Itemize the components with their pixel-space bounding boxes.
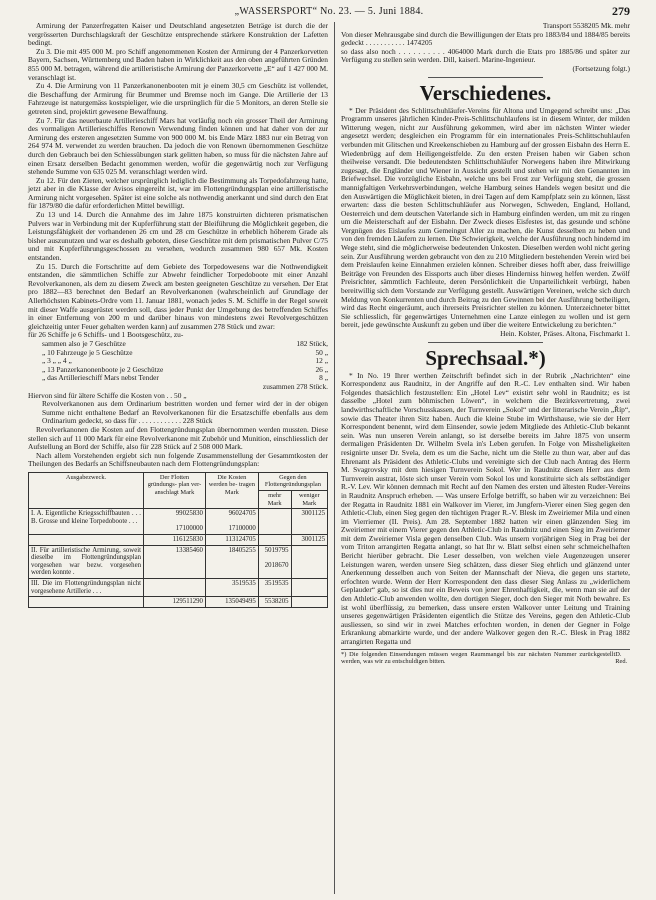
list-item: „ 13 Panzerkanonenboote je 2 Geschütze 26 „	[42, 364, 328, 374]
paragraph: Zu 12. Für den Zieten, welcher ursprünglich lediglich die Bestimmung als Torpedofahrzeug hatte, jetzt aber in die Klasse der Avisos eingereiht ist, war im Flottengründungsplan eine artilleristische Armirung nicht vorgesehen. Später ist eine solche als nothwendig anerkannt und sind durch den Etat für 1879/80 die dafür erforderlichen Mittel bewilligt.	[28, 175, 328, 211]
table-header: Der Flotten gründungs- plan ver- anschlagt Mark	[144, 472, 206, 508]
paragraph: Hiervon sind für ältere Schiffe die Kosten von . . 50 „	[28, 390, 187, 400]
section-rule	[428, 77, 544, 78]
list-item: „ das Artillerieschiff Mars nebst Tender 8 „	[42, 373, 328, 383]
footnote: *) Die folgenden Einsendungen müssen wegen Raummangel bis zur nächsten Nummer zurückgestellt werden, was wir zu entschuldigen bitten. D. Red.	[341, 649, 630, 666]
paragraph: * In No. 19 Ihrer werthen Zeitschrift befindet sich in der Rubrik „Nachrichten“ eine Korrespondenz aus Raudnitz, in der Angriffe auf den R.-C. Lev enthalten sind. Wir haben Folgendes thatsächlich festzustellen: Ein „Hotel Lev“ existirt sehr wohl in Raudnitz; es ist dasselbe „Hotel zum böhmischen Löwen“, in welchem die Bezirksvertretung, zwei landwirthschaftliche Vorschusskassen, der Turnverein „Sokol“ und der litterarische Verein „Říp“, sowie das Theater ihren Sitz haben. Auch die kleine Stube im Wirthshause, wie sie der Herr Korrespondent benennt, wird dem Einsender, sowie jedem Mitgliede des Athletic-Club bekannt sein. Was nun unseren Verein anlangt, so ist derselbe bereits im Jahre 1875 von unserm dermaligen Präsidenten Dr. Wilhelm Svela in's Leben gerufen. In Folge von Missheligkeiten resignirte unser Dr. Svela, dem es um die Sache, nicht um die Stelle zu thun war, aber auf das Ehrenamt als Präsident des Athletic-Clubs und vereinigte sich der Club nach Antrag des Herrn M. Svagrovsky mit dem hiesigen Turnverein Sokol. Wer in Raudnitz diesen Herr aus dem Turnverein austrat, löste sich unser Verein vom Sokol los und konstituirte sich als selbständiger R.-V. Lev. Wir können demnach mit Recht auf den Namen des ersten und ältesten Ruder-Vereins in Raudnitz Anspruch erheben. — Was unsere Erfolge betrifft, so haben wir zu verzeichnen: Bei der Regatta in Raudnitz 1881 ein Walkover im Vierer, im Jungfern-Vierer einen Sieg gegen den Athletic-Club, einen Sieg gegen den tüchtigen Prager R.-V. Blesk im Zweiriemer Mila und einen im Vierriemer (II. Preis). Am 28. September 1882 hatten wir einen glänzenden Sieg im Zweiriemer mit einem Vierer gegen den Athletic-Club in Raudnitz und einen Sieg im Zweiriemer mit dem Zweiriemer Visla gegen denselben Club. Was unsern vorjährigen Sieg in Prag bei der vom Triton arrangirten Regatta anlangt, so hat Ihr w. Blatt selbst einen sehr schmeichelhaften Bericht hierüber gebracht. Die Leser desselben, von welchen viele Augenzeugen unserer Leistungen waren, werden unsere Sieg schätzen, dass dieser Sieg ehrlich und glänzend unter Anerkennung desselben auch von Seiten der Mannschaft der Nieva, die gegen uns startete, erfochten wurde. Wenn der Herr Korrespondent den dass dieser Sieg Anlass zu „widerlichem Geplauder“ gab, so ist dies nur ein Beweis von jener Ehrenhaftigkeit, die, wenn man sie auf der den Athletic-Club anwenden wollte, den dortigen Sieger, doch den Sieger mit Noth bewahre. Es ist wohl überflüssig, zu bemerken, dass unsere ersten Walkover unter Leitung und Training unseres gegenwärtigen Präsidenten eigentlich die Stütze des Vereins, gegen den Athletic-Club ausliessen, so sind wir in zwei Matches erfochten worden, in denen der Gegner in Folge Erkrankung abmarkirte wurde, und der andere Walkover gegen den R.-C. Blesk in Prag 1882 arrangirten Regatta und	[341, 370, 630, 646]
list-item: „ 3 „ „ 4 „ 12 „	[42, 356, 328, 366]
left-column	[28, 22, 328, 608]
paragraph: Von dieser Mehrausgabe sind durch die Bewilligungen der Etats pro 1883/84 und 1884/85 bereits gedeckt . . . . . . . . . . . 1474205	[341, 29, 630, 48]
paragraph: Armirung der Panzerfregatten Kaiser und Deutschland angesetzten Beträge ist durch die der vergrösserten Durchschlagskraft der Geschütze entsprechende stärkere Konstruktion der Lafetten bedingt.	[28, 21, 328, 48]
cost-table	[28, 472, 328, 608]
paragraph: Zu 7. Für das neuerbaute Artillerieschiff Mars hat vorläufig noch ein grosser Theil der Armirung des vormaligen Artillerieschiffes Renown Verwendung finden können und hat daher von der zur Armirung des ersteren angesetzten Summe von 900 000 M. bis Ende März 1883 nur ein Betrag von 264 974 M. verwendet zu werden brauchen. Da jedoch die von Renown übernommenen Geschütze durch den Gebrauch bei den Schiessübungen stark gelitten haben, so muss für die nächsten Jahre auf einen Ersatz derselben Bedacht genommen werden, wofür die gegenwärtig noch zur Verfügung stehende Summe von 635 025 M. veranschlagt werden wird.	[28, 115, 328, 177]
table-row: II. Für artilleristische Armirung, soweit dieselbe im Flottengründungsplan vorgesehen war bezw. vorgesehen werden konnte . 13385460 18405255 5019795 2018670	[29, 545, 328, 578]
paragraph: Zu 4. Die Armirung von 11 Panzerkanonenbooten mit je einem 30,5 cm Geschütz ist vollendet, die Beschaffung der Armirung für Brummer und Bremse noch im Gange. Die Artillerie der 13 Fahrzeuge ist naturgemäss kostspieliger, wie die ursprünglich für die 5 Monitors, an deren Stelle sie getreten sind, projektirt gewesene Bewaffnung.	[28, 81, 328, 116]
paragraph: so dass also noch . . . . . . . . . . 4064000 Mark durch die Etats pro 1885/86 und später zur Verfügung zu stellen sein werden. Dill, kaiserl. Marine-Ingenieur.	[341, 46, 630, 65]
table-header: weniger Mark	[291, 491, 327, 509]
paragraph: Revolverkanonen die Kosten auf den Flottengründungsplan übernommen werden mussten. Diese stellen sich auf 11 000 Mark für eine Revolverkanone mit Zubehör und Munition, einschliesslich der Aufstellung an Bord der Schiffe, also für 228 Stück auf 2 508 000 Mark.	[28, 424, 328, 452]
paragraph: Revolverkanonen aus dem Ordinarium bestritten worden und ferner wird der in der obigen Summe nicht enthaltene Bedarf an Revolverkanonen für die Ersatzschiffe ebenfalls aus dem Ordinarium gedeckt, so dass für . . . . . . . . . . . . 228 Stück	[42, 399, 328, 426]
list-item: „ 10 Fahrzeuge je 5 Geschütze 50 „	[42, 347, 328, 357]
paragraph: Nach allem Vorstehenden ergiebt sich nun folgende Zusammenstellung der Gesammtkosten der Theilungen des Bedarfs an Schiffsneubauten nach dem Flottengründungsplan:	[28, 450, 328, 469]
page-header	[28, 6, 630, 20]
continuation-note: (Fortsetzung folgt.)	[572, 63, 630, 73]
table-row: 129511290 135049495 5538205	[29, 597, 328, 608]
right-column	[341, 22, 630, 665]
table-row: 116125830 113124705 3001125	[29, 535, 328, 546]
list-total: zusammen 278 Stück.	[262, 381, 328, 391]
section-heading: Sprechsaal.*)	[425, 345, 546, 370]
list-item: sammen also je 7 Geschütze 182 Stück,	[42, 338, 328, 348]
paragraph: * Der Präsident des Schlittschuhläufer-Vereins für Altona und Umgegend schreibt uns: „Das Programm unseres jährlichen Kinder-Preis-Schlittschuhlaufens ist in diesem Winter, der milden Witterung wegen, nicht zur Ausführung gekommen, wird aber im nächsten Winter wieder angesetzt werden; desgleichen ein Programm für ein internationales Preis-Schlittschuhlaufen verbunden mit Glitschen und Kreekenschieben zu Hamburg auf der grossen Eisbahn des Herrn E. Wiedenbrügg auf dem Heiligengeistfelde. Zu den ersten Preisen haben wir Gaben schon theilweise versandt. Die bedeutendsten Schlittschuhläufer Norwegens haben ihre Mitwirkung zugesagt, die Engländer und Wiener in Aussicht gestellt und stehen wir mit den Genannten im Briefwechsel. Die vorzügliche Eisbahn, welche uns bei Frost zur Verfügung steht, die grossen mannigfaltigen Verkehrsverbindungen, welche Hamburg seines Handels wegen besitzt und die den Auswärtigen die Möglichkeit bieten, in drei Tagen auf dem Kampfplatz sein zu können, lässt erwarten: dass die besten Schlittschuhläufer aus Norwegen, Schweden, England, Holland, Oesterreich und dem deutschen Vaterlande sich in Hamburg einfinden werden, um mit zu ringen um die Meisterschaft auf der Eisbahn. Der Zweck dieses Eisfestes ist, das gesunde und schöne Vergnügen des Eislaufes zum Gemeingut Aller zu machen, die Kunst desselben zu heben und von den fremden Läufern zu lernen. Die Schwierigkeit, welche der Ausführung noch hindernd im Wege steht, sind die möglicherweise bedeutenden Unkosten. Dieselben werden wohl nicht gering sein. Zur Ausführung werden gebraucht von den zu 210 Mitgliedern bestehenden Verein wird bei dem Preislaufen keine Einnahmen erzielen können. Schreiber dieses hofft aber, dass freiwillige Beiträge von Freunden des Eissports auch über dieses Hinderniss hinweg helfen werden. Zwölf Preisrichter, sämmtlich Fachleute, deren Persönlichkeit die Unparteilichkeit verbürgt, haben bereitwillig sich dem Vorstande zur Verfügung gestellt. Auswärtigen Vereinen, welche sich durch Meldung von Konkurrenten und durch Beitrag zu den Gewinnen bei der Ausführung betheiligen, wird das Recht eingeräumt, auch ihrerseits Preisrichter stellen zu können. Unterzeichneter bittet Sie schliesslich, für gegenwärtiges Unternehmen eine Lanze einlegen zu wollen und ist gern bereit, jede gewünschte Auskunft zu geben und über die weitere Entwickelung zu berichten.“	[341, 105, 630, 330]
table-row: I. A. Eigentliche Kriegsschiffbauten . . . B. Grosse und kleine Torpedoboote . . . 99025830 17100000 96024705 17100000 3001125	[29, 509, 328, 535]
section-rule	[428, 342, 544, 343]
section-heading: Verschiedenes.	[419, 80, 552, 105]
paragraph: Zu 15. Durch die Fortschritte auf dem Gebiete des Torpedowesens war die Nothwendigkeit entstanden, die sämmtlichen Schiffe zur Abwehr feindlicher Torpedoboote mit einer Anzahl Revolverkanonen, als dem zu diesem Zweck am besten geeigneten Geschütze zu versehen. Der Etat pro 1882—83 berechnet den Bedarf an Revolverkanonen (wahrscheinlich auf Grundlage der Allerhöchsten Kabinets-Ordre vom 11. Januar 1881, wonach jedes S. M. Schiffe in der Regel soweit mit dieser Waffe ausgerüstet werden soll, dass jeder Punkt der Umgebung des betreffenden Schiffes in einer Entfernung von 200 m und darüber hinaus von mindestens zwei Revolvergeschützen gleichzeitig unter Feuer gehalten werden kann) auf zusammen 278 Stück und zwar:	[28, 261, 328, 331]
table-row: III. Die im Flottengründungsplan nicht vorgesehene Artillerie . . . 3519535 3519535	[29, 579, 328, 597]
signature: Hein. Kolster, Präses. Altona, Fischmarkt 1.	[500, 329, 630, 338]
table-header: Die Kosten werden be- tragen Mark	[205, 472, 258, 508]
page-number: 279	[612, 4, 630, 18]
running-title: „WASSERSPORT“ No. 23. — 5. Juni 1884.	[234, 6, 424, 17]
table-header: mehr Mark	[258, 491, 291, 509]
paragraph: Zu 3. Die mit 495 000 M. pro Schiff angenommenen Kosten der Armirung der 4 Panzerkorvetten Bayern, Sachsen, Württemberg und Baden haben in Wirklichkeit aus den oben angeführten Gründen 855 000 M. betragen, während die artilleristische Armirung der Panzerkorvette „E“ auf 1 427 000 M. veranschlagt ist.	[28, 46, 328, 82]
list-intro: für 26 Schiffe je 6 Schiffs- und 1 Bootsgeschütz, zu-	[28, 330, 184, 340]
table-header: Gegen den Flottengründungsplan	[258, 472, 327, 490]
paragraph: Zu 13 und 14. Durch die Annahme des im Jahre 1875 konstruirten dichteren prismatischen Pulvers war in Verbindung mit der Kupferführung statt der Bleiführung die Möglichkeit gegeben, die Leistungsfähigkeit der vorhandenen 26 cm und 28 cm Geschütze in erheblich höherem Grade als bisher auszunutzen und war es deshalb geboten, diese Geschütze mit dem prismatischen Pulver C/75 und mit Kupferführungsgeschossen zu versehen, wodurch zusammen 980 657 Mk. Kosten entstanden.	[28, 210, 328, 263]
table-header: Ausgabezweck.	[29, 472, 144, 508]
transport-line: Transport 5538205 Mk. mehr	[542, 21, 630, 30]
column-divider	[334, 22, 335, 894]
